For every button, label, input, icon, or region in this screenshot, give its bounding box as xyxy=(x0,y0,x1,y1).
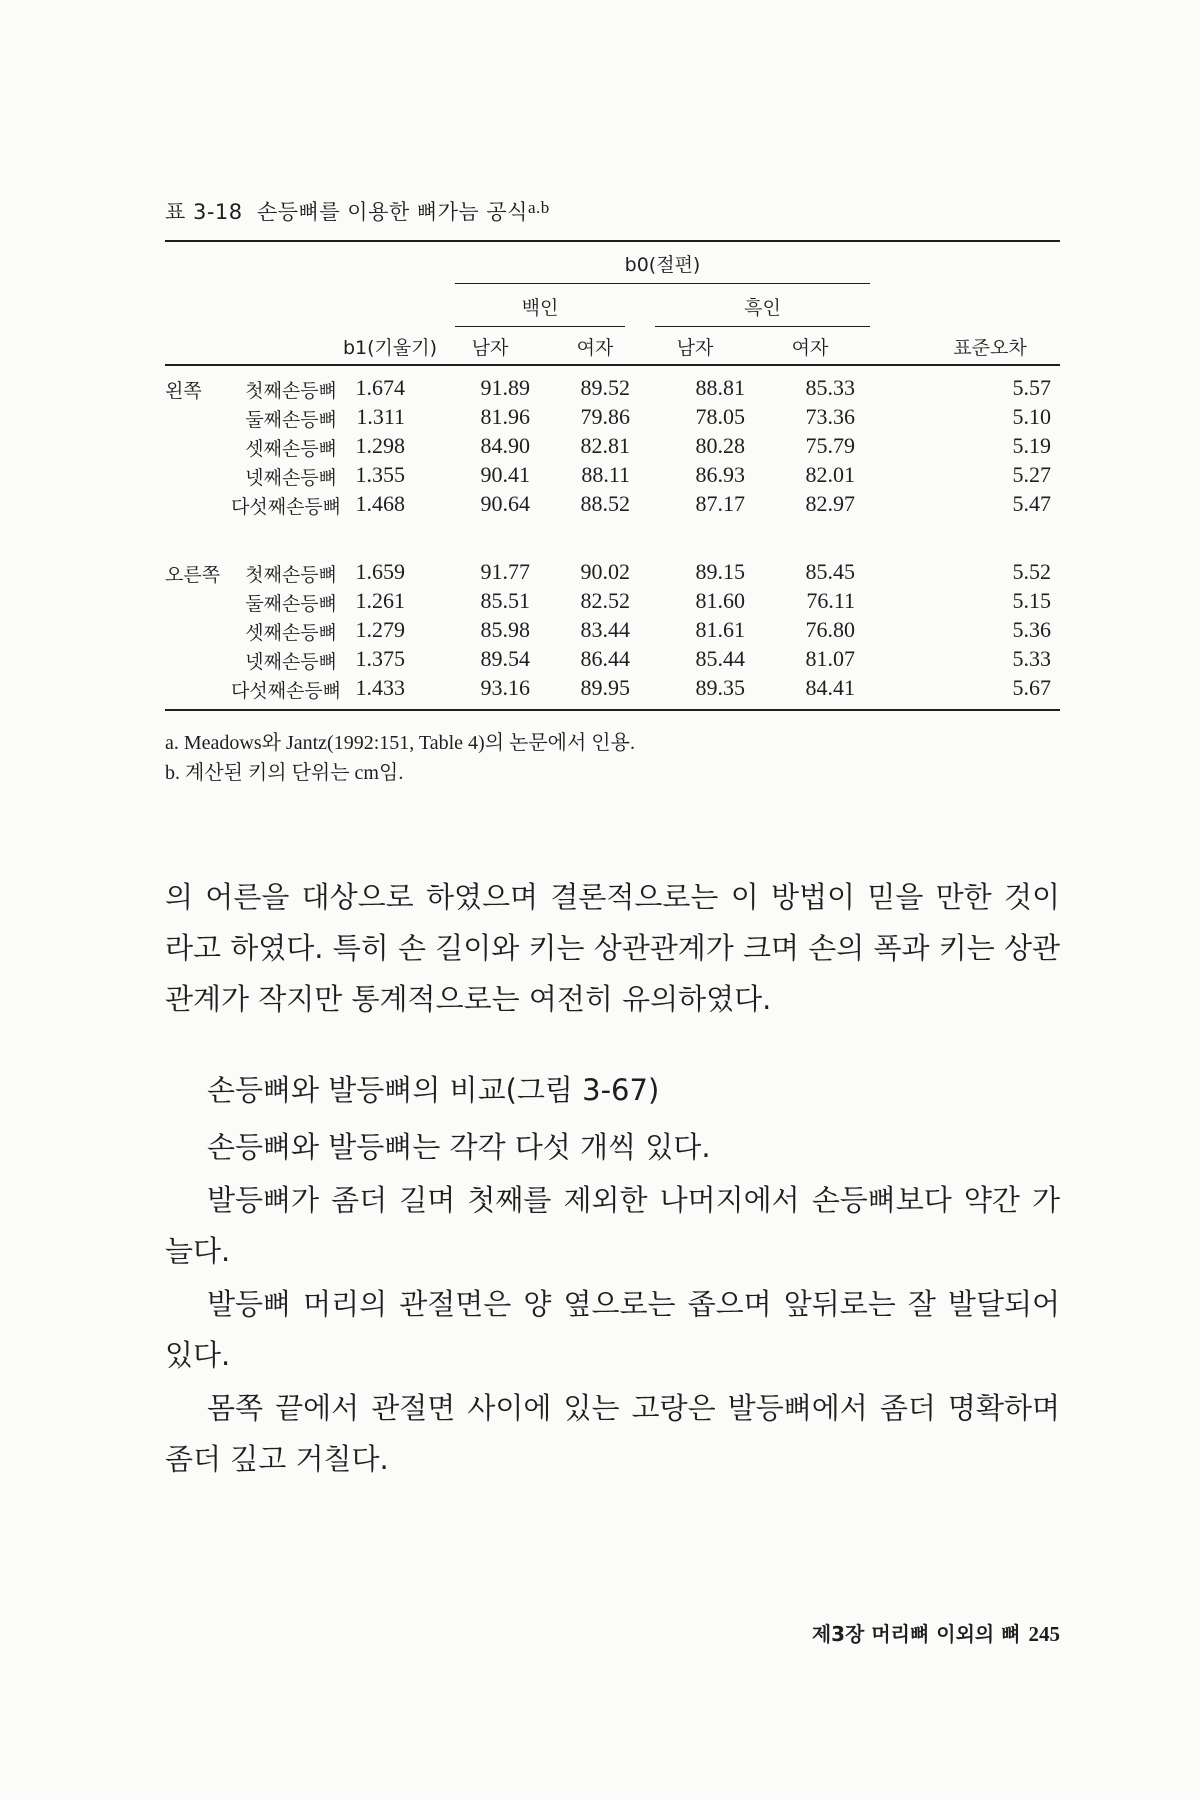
cell-b1: 1.311 xyxy=(356,404,405,429)
header-black: 흑인 xyxy=(744,297,781,319)
row-group-side: 오른쪽 xyxy=(165,564,221,586)
cell-wm: 85.98 xyxy=(480,617,530,642)
black-span-rule xyxy=(655,326,870,327)
cell-se: 5.47 xyxy=(1012,491,1051,516)
section-item-1: 손등뼈와 발등뼈는 각각 다섯 개씩 있다. xyxy=(207,1130,711,1164)
cell-bf: 85.45 xyxy=(805,559,855,584)
cell-bf: 82.01 xyxy=(805,462,855,487)
cell-se: 5.19 xyxy=(1012,433,1051,458)
b0-span-rule xyxy=(455,283,870,284)
header-white-male: 남자 xyxy=(471,337,509,359)
cell-wf: 82.52 xyxy=(580,588,630,613)
table-title-footnote-marks: a.b xyxy=(527,198,550,217)
cell-se: 5.67 xyxy=(1012,675,1051,700)
row-bone-name: 셋째손등뼈 xyxy=(245,438,337,460)
header-black-female: 여자 xyxy=(791,337,829,359)
cell-bm: 87.17 xyxy=(695,491,745,516)
cell-bm: 86.93 xyxy=(695,462,745,487)
page-number: 245 xyxy=(1028,1622,1060,1646)
cell-bm: 85.44 xyxy=(695,646,745,671)
table-caption xyxy=(165,196,550,226)
cell-bm: 81.61 xyxy=(695,617,745,642)
section-item-4: 몸쪽 끝에서 관절면 사이에 있는 고랑은 발등뼈에서 좀더 명확하며 좀더 깊고 거칠다. xyxy=(165,1391,1060,1476)
row-bone-name: 셋째손등뼈 xyxy=(245,622,337,644)
section-item-3: 발등뼈 머리의 관절면은 양 옆으로는 좁으며 앞뒤로는 잘 발달되어 있다. xyxy=(165,1287,1060,1372)
comparison-section xyxy=(165,1065,1060,1487)
cell-bf: 85.33 xyxy=(805,375,855,400)
cell-bm: 81.60 xyxy=(695,588,745,613)
cell-se: 5.10 xyxy=(1012,404,1051,429)
header-standard-error: 표준오차 xyxy=(953,337,1027,359)
row-bone-name: 다섯째손등뼈 xyxy=(231,496,342,518)
cell-wf: 83.44 xyxy=(580,617,630,642)
cell-wf: 82.81 xyxy=(580,433,630,458)
cell-wf: 88.52 xyxy=(580,491,630,516)
header-bottom-rule xyxy=(165,364,1060,366)
table-number: 표 3-18 xyxy=(165,200,243,224)
cell-se: 5.15 xyxy=(1012,588,1051,613)
regression-table xyxy=(165,240,1060,710)
cell-wf: 88.11 xyxy=(581,462,630,487)
cell-wm: 90.41 xyxy=(480,462,530,487)
cell-bm: 80.28 xyxy=(695,433,745,458)
cell-se: 5.27 xyxy=(1012,462,1051,487)
cell-bf: 75.79 xyxy=(805,433,855,458)
cell-wm: 90.64 xyxy=(480,491,530,516)
cell-bm: 89.15 xyxy=(695,559,745,584)
cell-b1: 1.261 xyxy=(355,588,405,613)
cell-wm: 84.90 xyxy=(480,433,530,458)
cell-wm: 91.89 xyxy=(480,375,530,400)
row-bone-name: 넷째손등뼈 xyxy=(245,651,337,673)
cell-wf: 90.02 xyxy=(580,559,630,584)
cell-b1: 1.375 xyxy=(355,646,405,671)
cell-bf: 81.07 xyxy=(805,646,855,671)
cell-bf: 82.97 xyxy=(805,491,855,516)
cell-wm: 93.16 xyxy=(480,675,530,700)
cell-se: 5.36 xyxy=(1012,617,1051,642)
white-span-rule xyxy=(455,326,625,327)
table-note-a: a. Meadows와 Jantz(1992:151, Table 4)의 논문에서 인용. xyxy=(165,732,635,754)
cell-wf: 89.52 xyxy=(580,375,630,400)
cell-se: 5.52 xyxy=(1012,559,1051,584)
body-paragraph-text: 의 어른을 대상으로 하였으며 결론적으로는 이 방법이 믿을 만한 것이라고 하였다. 특히 손 길이와 키는 상관관계가 크며 손의 폭과 키는 상관관계가 작지만 통계적으로는 여전히 유의하였다. xyxy=(165,880,1061,1016)
row-bone-name: 첫째손등뼈 xyxy=(245,380,337,402)
body-paragraph xyxy=(165,872,1060,1025)
cell-wf: 79.86 xyxy=(580,404,630,429)
table-top-rule xyxy=(165,240,1060,242)
cell-wm: 85.51 xyxy=(480,588,530,613)
cell-b1: 1.659 xyxy=(355,559,405,584)
cell-bm: 78.05 xyxy=(695,404,745,429)
cell-bf: 76.11 xyxy=(806,588,855,613)
row-bone-name: 첫째손등뼈 xyxy=(245,564,337,586)
cell-bf: 76.80 xyxy=(805,617,855,642)
chapter-title: 제3장 머리뼈 이외의 뼈 xyxy=(811,1622,1021,1646)
cell-b1: 1.433 xyxy=(355,675,405,700)
row-bone-name: 둘째손등뼈 xyxy=(245,593,337,615)
cell-bm: 89.35 xyxy=(695,675,745,700)
cell-wf: 89.95 xyxy=(580,675,630,700)
page-footer xyxy=(812,1618,1060,1647)
cell-bf: 73.36 xyxy=(805,404,855,429)
header-white-female: 여자 xyxy=(576,337,614,359)
header-white: 백인 xyxy=(521,297,559,319)
cell-b1: 1.674 xyxy=(355,375,405,400)
table-bottom-rule xyxy=(165,709,1060,711)
cell-se: 5.33 xyxy=(1012,646,1051,671)
row-bone-name: 넷째손등뼈 xyxy=(245,467,337,489)
cell-b1: 1.298 xyxy=(355,433,405,458)
table-notes xyxy=(165,728,635,788)
section-item-2: 발등뼈가 좀더 길며 첫째를 제외한 나머지에서 손등뼈보다 약간 가늘다. xyxy=(165,1183,1060,1268)
cell-b1: 1.279 xyxy=(355,617,405,642)
cell-se: 5.57 xyxy=(1012,375,1051,400)
table-title: 손등뼈를 이용한 뼈가늠 공식 xyxy=(256,200,528,224)
cell-bm: 88.81 xyxy=(695,375,745,400)
cell-wf: 86.44 xyxy=(580,646,630,671)
row-bone-name: 다섯째손등뼈 xyxy=(231,680,342,702)
cell-bf: 84.41 xyxy=(805,675,855,700)
row-bone-name: 둘째손등뼈 xyxy=(245,409,337,431)
cell-wm: 81.96 xyxy=(480,404,530,429)
row-group-side: 왼쪽 xyxy=(165,380,202,402)
section-title: 손등뼈와 발등뼈의 비교(그림 3-67) xyxy=(207,1073,660,1107)
header-b0: b0(절편) xyxy=(624,254,701,276)
header-black-male: 남자 xyxy=(676,337,714,359)
table-note-b: b. 계산된 키의 단위는 cm임. xyxy=(165,762,404,784)
header-b1: b1(기울기) xyxy=(342,337,438,359)
cell-wm: 91.77 xyxy=(480,559,530,584)
cell-wm: 89.54 xyxy=(480,646,530,671)
cell-b1: 1.468 xyxy=(355,491,405,516)
cell-b1: 1.355 xyxy=(355,462,405,487)
